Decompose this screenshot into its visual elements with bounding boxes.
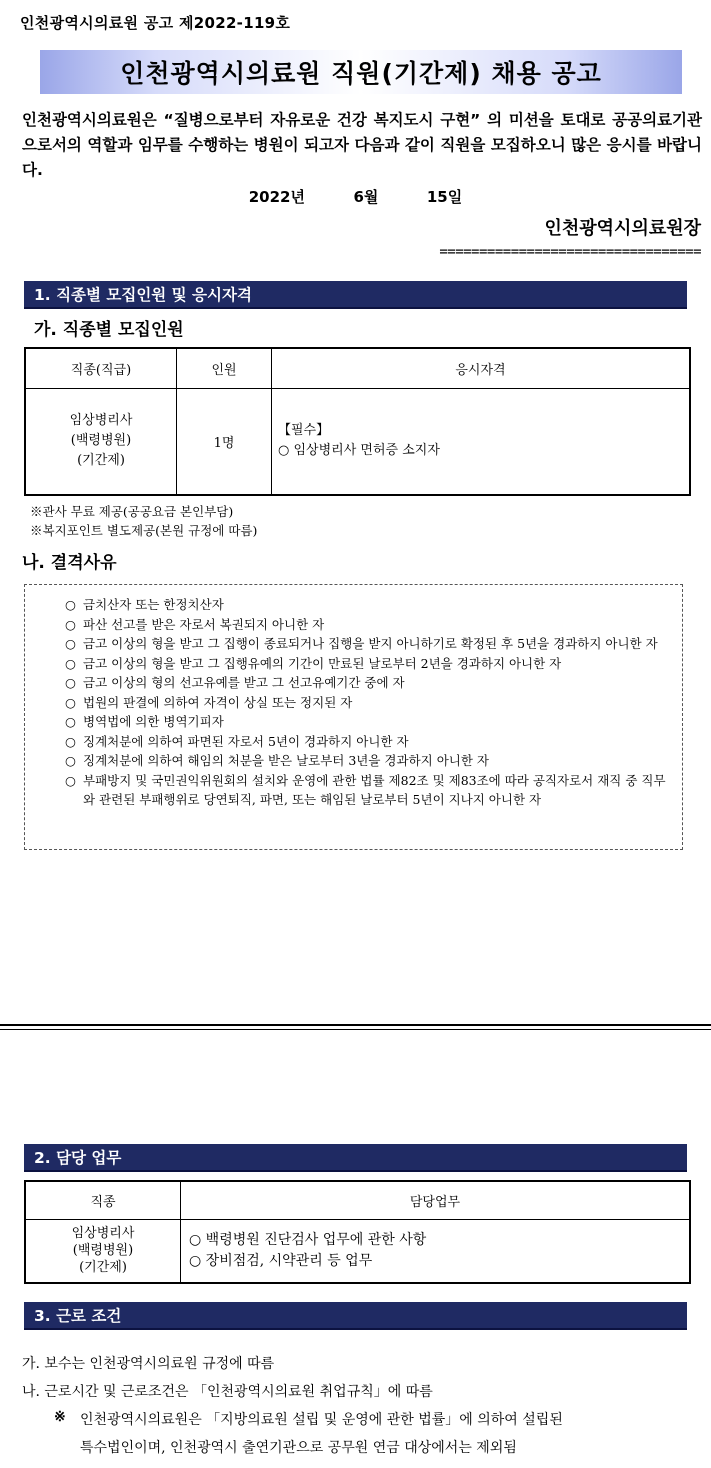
circle-bullet-icon: ○ [65,636,76,651]
intro-paragraph: 인천광역시의료원은 “질병으로부터 자유로운 건강 복지도시 구현” 의 미션을 토대로 공공의료기관으로서의 역할과 임무를 수행하는 병원이 되고자 다음과 같이 직원을 모집하오니 많은 응시를 바랍니다. [22,111,702,179]
circle-bullet-icon: ○ [65,753,76,768]
job-line: (기간제) [77,453,125,469]
disqualification-text: 금고 이상의 형을 받고 그 집행이 종료되거나 집행을 받지 아니하기로 확정된 후 5년을 경과하지 아니한 자 [83,636,658,651]
separator-line: ================================= [439,244,701,260]
job-line: (백령병원) [72,1243,134,1259]
job-line: 임상병리사 [71,1226,135,1242]
page-divider [0,1024,711,1026]
section1-sub-a: 가. 직종별 모집인원 [34,320,184,340]
disqualification-text: 병역법에 의한 병역기피자 [83,714,224,729]
list-item [65,595,675,615]
circle-bullet-icon: ○ [65,655,76,671]
circle-bullet-icon: ○ [65,772,76,788]
note-welfare: ※복지포인트 별도제공(본원 규정에 따름) [30,523,258,538]
circle-bullet-icon: ○ [65,733,76,749]
section3-header: 3. 근로 조건 [24,1302,687,1330]
table-row [25,1219,690,1283]
section1-sub-b: 나. 결격사유 [22,553,117,573]
circle-bullet-icon: ○ [65,714,76,729]
announcement-date [0,186,711,207]
job-cell [25,388,177,495]
list-item [65,654,675,674]
disqualification-box [24,584,683,850]
duty-item: ○ 장비점검, 시약관리 등 업무 [189,1252,373,1269]
required-label: 【필수】 [278,423,330,439]
note-line-1: 인천광역시의료원은 「지방의료원 설립 및 운영에 관한 법률」에 의하여 설립된 [80,1412,563,1428]
duties-table [24,1180,691,1284]
disqualification-list [65,595,675,810]
list-item [65,732,675,752]
count-cell: 1명 [177,388,272,495]
section2-header: 2. 담당 업무 [24,1144,687,1172]
col-header-job: 직종(직급) [25,348,177,388]
list-item [65,634,675,654]
circle-bullet-icon: ○ [65,675,76,690]
list-item [65,615,675,635]
job-line: (백령병원) [70,433,132,449]
section1-header: 1. 직종별 모집인원 및 응시자격 [24,281,687,309]
disqualification-text: 금고 이상의 형의 선고유예를 받고 그 선고유예기간 중에 자 [83,675,405,690]
page-divider-thin [0,1029,711,1030]
list-item [65,693,675,713]
signer: 인천광역시의료원장 [544,218,701,239]
disqualification-text: 징계처분에 의하여 해임의 처분을 받은 날로부터 3년을 경과하지 아니한 자 [83,753,489,768]
disqualification-text: 법원의 판결에 의하여 자격이 상실 또는 정지된 자 [83,694,353,710]
col-header-job: 직종 [25,1181,181,1219]
list-item [65,712,675,732]
title-banner [40,50,682,94]
list-item [65,771,675,810]
condition-pay: 가. 보수는 인천광역시의료원 규정에 따름 [22,1356,275,1372]
duty-item: ○ 백령병원 진단검사 업무에 관한 사항 [189,1231,427,1248]
col-header-duties: 담당업무 [181,1181,691,1219]
list-item [65,751,675,771]
disqualification-text: 징계처분에 의하여 파면된 자로서 5년이 경과하지 아니한 자 [83,733,409,749]
circle-bullet-icon: ○ [65,694,76,710]
note-mark: ※ [54,1409,66,1425]
notice-number: 인천광역시의료원 공고 제2022-119호 [20,14,291,32]
condition-hours: 나. 근로시간 및 근로조건은 「인천광역시의료원 취업규칙」에 따름 [22,1384,433,1400]
job-cell [25,1219,181,1283]
duties-cell [181,1219,691,1283]
disqualification-text: 부패방지 및 국민권익위원회의 설치와 운영에 관한 법률 제82조 및 제83조에 따라 공직자로서 재직 중 직무와 관련된 부패행위로 당연퇴직, 파면, 또는 해임된 날로부터 5년이 지나지 아니한 자 [83,772,666,807]
required-item: ○ 임상병리사 면허증 소지자 [278,443,440,459]
job-line: (기간제) [79,1260,127,1276]
page-title: 인천광역시의료원 직원(기간제) 채용 공고 [120,59,602,88]
list-item [65,673,675,693]
date-day: 15일 [426,188,463,206]
qualification-cell [272,388,691,495]
disqualification-text: 파산 선고를 받은 자로서 복권되지 아니한 자 [83,616,325,632]
circle-bullet-icon: ○ [65,597,76,612]
table-row [25,388,690,495]
disqualification-text: 금치산자 또는 한정치산자 [83,597,224,612]
date-month: 6월 [353,188,379,206]
date-year: 2022년 [248,188,305,206]
disqualification-text: 금고 이상의 형을 받고 그 집행유예의 기간이 만료된 날로부터 2년을 경과하지 아니한 자 [83,655,562,671]
job-line: 임상병리사 [69,413,133,429]
note-housing: ※관사 무료 제공(공공요금 본인부담) [30,504,234,519]
col-header-count: 인원 [177,348,272,388]
col-header-qualification: 응시자격 [272,348,691,388]
circle-bullet-icon: ○ [65,616,76,632]
recruitment-table [24,347,691,496]
note-line-2: 특수법인이며, 인천광역시 출연기관으로 공무원 연금 대상에서는 제외됨 [80,1440,517,1456]
